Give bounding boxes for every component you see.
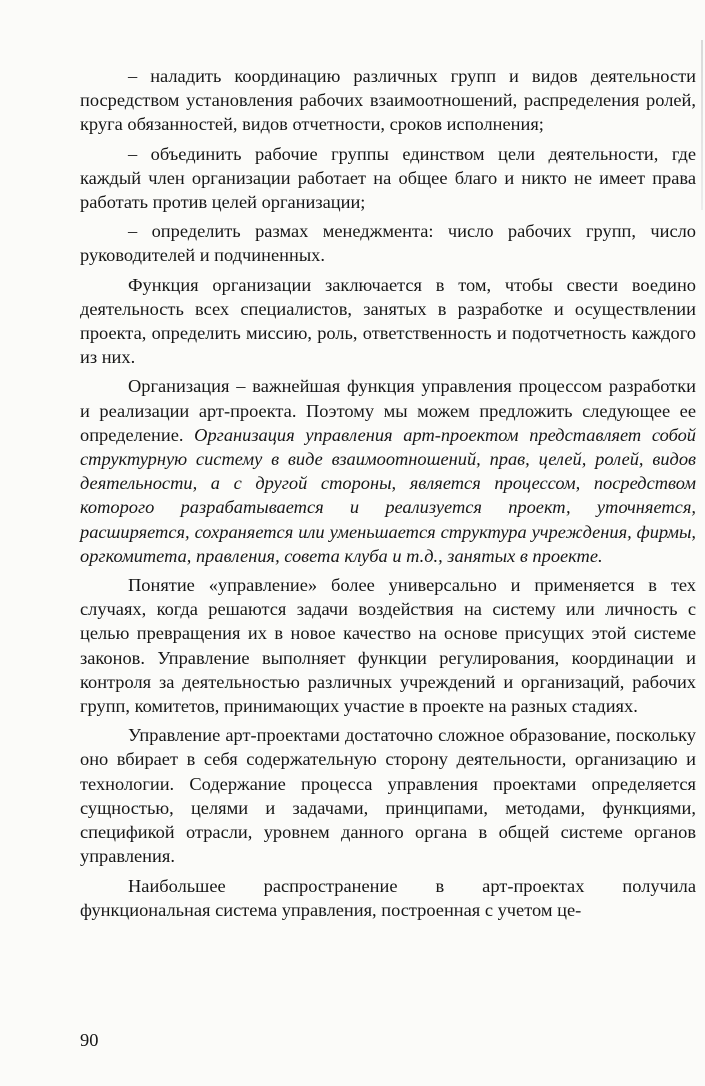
paragraph-text: Организация – важнейшая функция управления процессом разработки и реализации арт-проекта. Поэтому мы можем предложить следующее ее определение. xyxy=(80,376,696,445)
paragraph-text: Наибольшее распространение в арт-проектах получила функциональная система управления, построенная с учетом це- xyxy=(80,875,696,920)
scan-edge xyxy=(701,40,703,210)
paragraph-text: – определить размах менеджмента: число рабочих групп, число руководителей и подчиненных. xyxy=(80,221,696,266)
paragraph-italic-definition: Организация управления арт-проектом представляет собой структурную систему в виде взаимоотношений, прав, целей, ролей, видов деятельности, а с другой стороны, является процессом, посредством которого разрабатывается и реализуется проект, уточняется, расширяется, сохраняется или уменьшается структура учреждения, фирмы, оргкомитета, правления, совета клуба и т.д., занятых в проекте. xyxy=(80,424,696,566)
paragraph-organization-function xyxy=(80,273,696,370)
paragraph-management-concept xyxy=(80,573,696,718)
paragraph-art-project-management xyxy=(80,723,696,868)
paragraph-text: – наладить координацию различных групп и видов деятельности посредством установления рабочих взаимоотношений, распределения ролей, круга обязанностей, видов отчетности, сроков исполнения; xyxy=(80,66,696,135)
paragraph-text: Понятие «управление» более универсально и применяется в тех случаях, когда решаются задачи воздействия на систему или личность с целью превращения их в новое качество на основе присущих этой системе законов. Управление выполняет функции регулирования, координации и контроля за деятельностью различных учреждений и организаций, рабочих групп, комитетов, принимающих участие в проекте на разных стадиях. xyxy=(80,575,696,717)
paragraph-text: Функция организации заключается в том, чтобы свести воедино деятельность всех специалистов, занятых в разработке и осуществлении проекта, определить миссию, роль, ответственность и подотчетность каждого из них. xyxy=(80,274,696,368)
paragraph-text: Управление арт-проектами достаточно сложное образование, поскольку оно вбирает в себя содержательную сторону деятельности, организацию и технологии. Содержание процесса управления проектами определяется сущностью, целями и задачами, принципами, методами, функциями, спецификой отрасли, уровнем данного органа в общей системе органов управления. xyxy=(80,725,696,867)
paragraph-list-item-unite xyxy=(80,142,696,215)
page-number: 90 xyxy=(80,1030,99,1050)
paragraph-list-item-span xyxy=(80,219,696,267)
paragraph-list-item-coordination xyxy=(80,64,696,137)
paragraph-functional-system xyxy=(80,874,696,922)
paragraph-organization-definition xyxy=(80,374,696,568)
paragraph-text: – объединить рабочие группы единством цели деятельности, где каждый член организации работает на общее благо и никто не имеет права работать против целей организации; xyxy=(80,143,696,213)
page-text xyxy=(80,64,696,927)
